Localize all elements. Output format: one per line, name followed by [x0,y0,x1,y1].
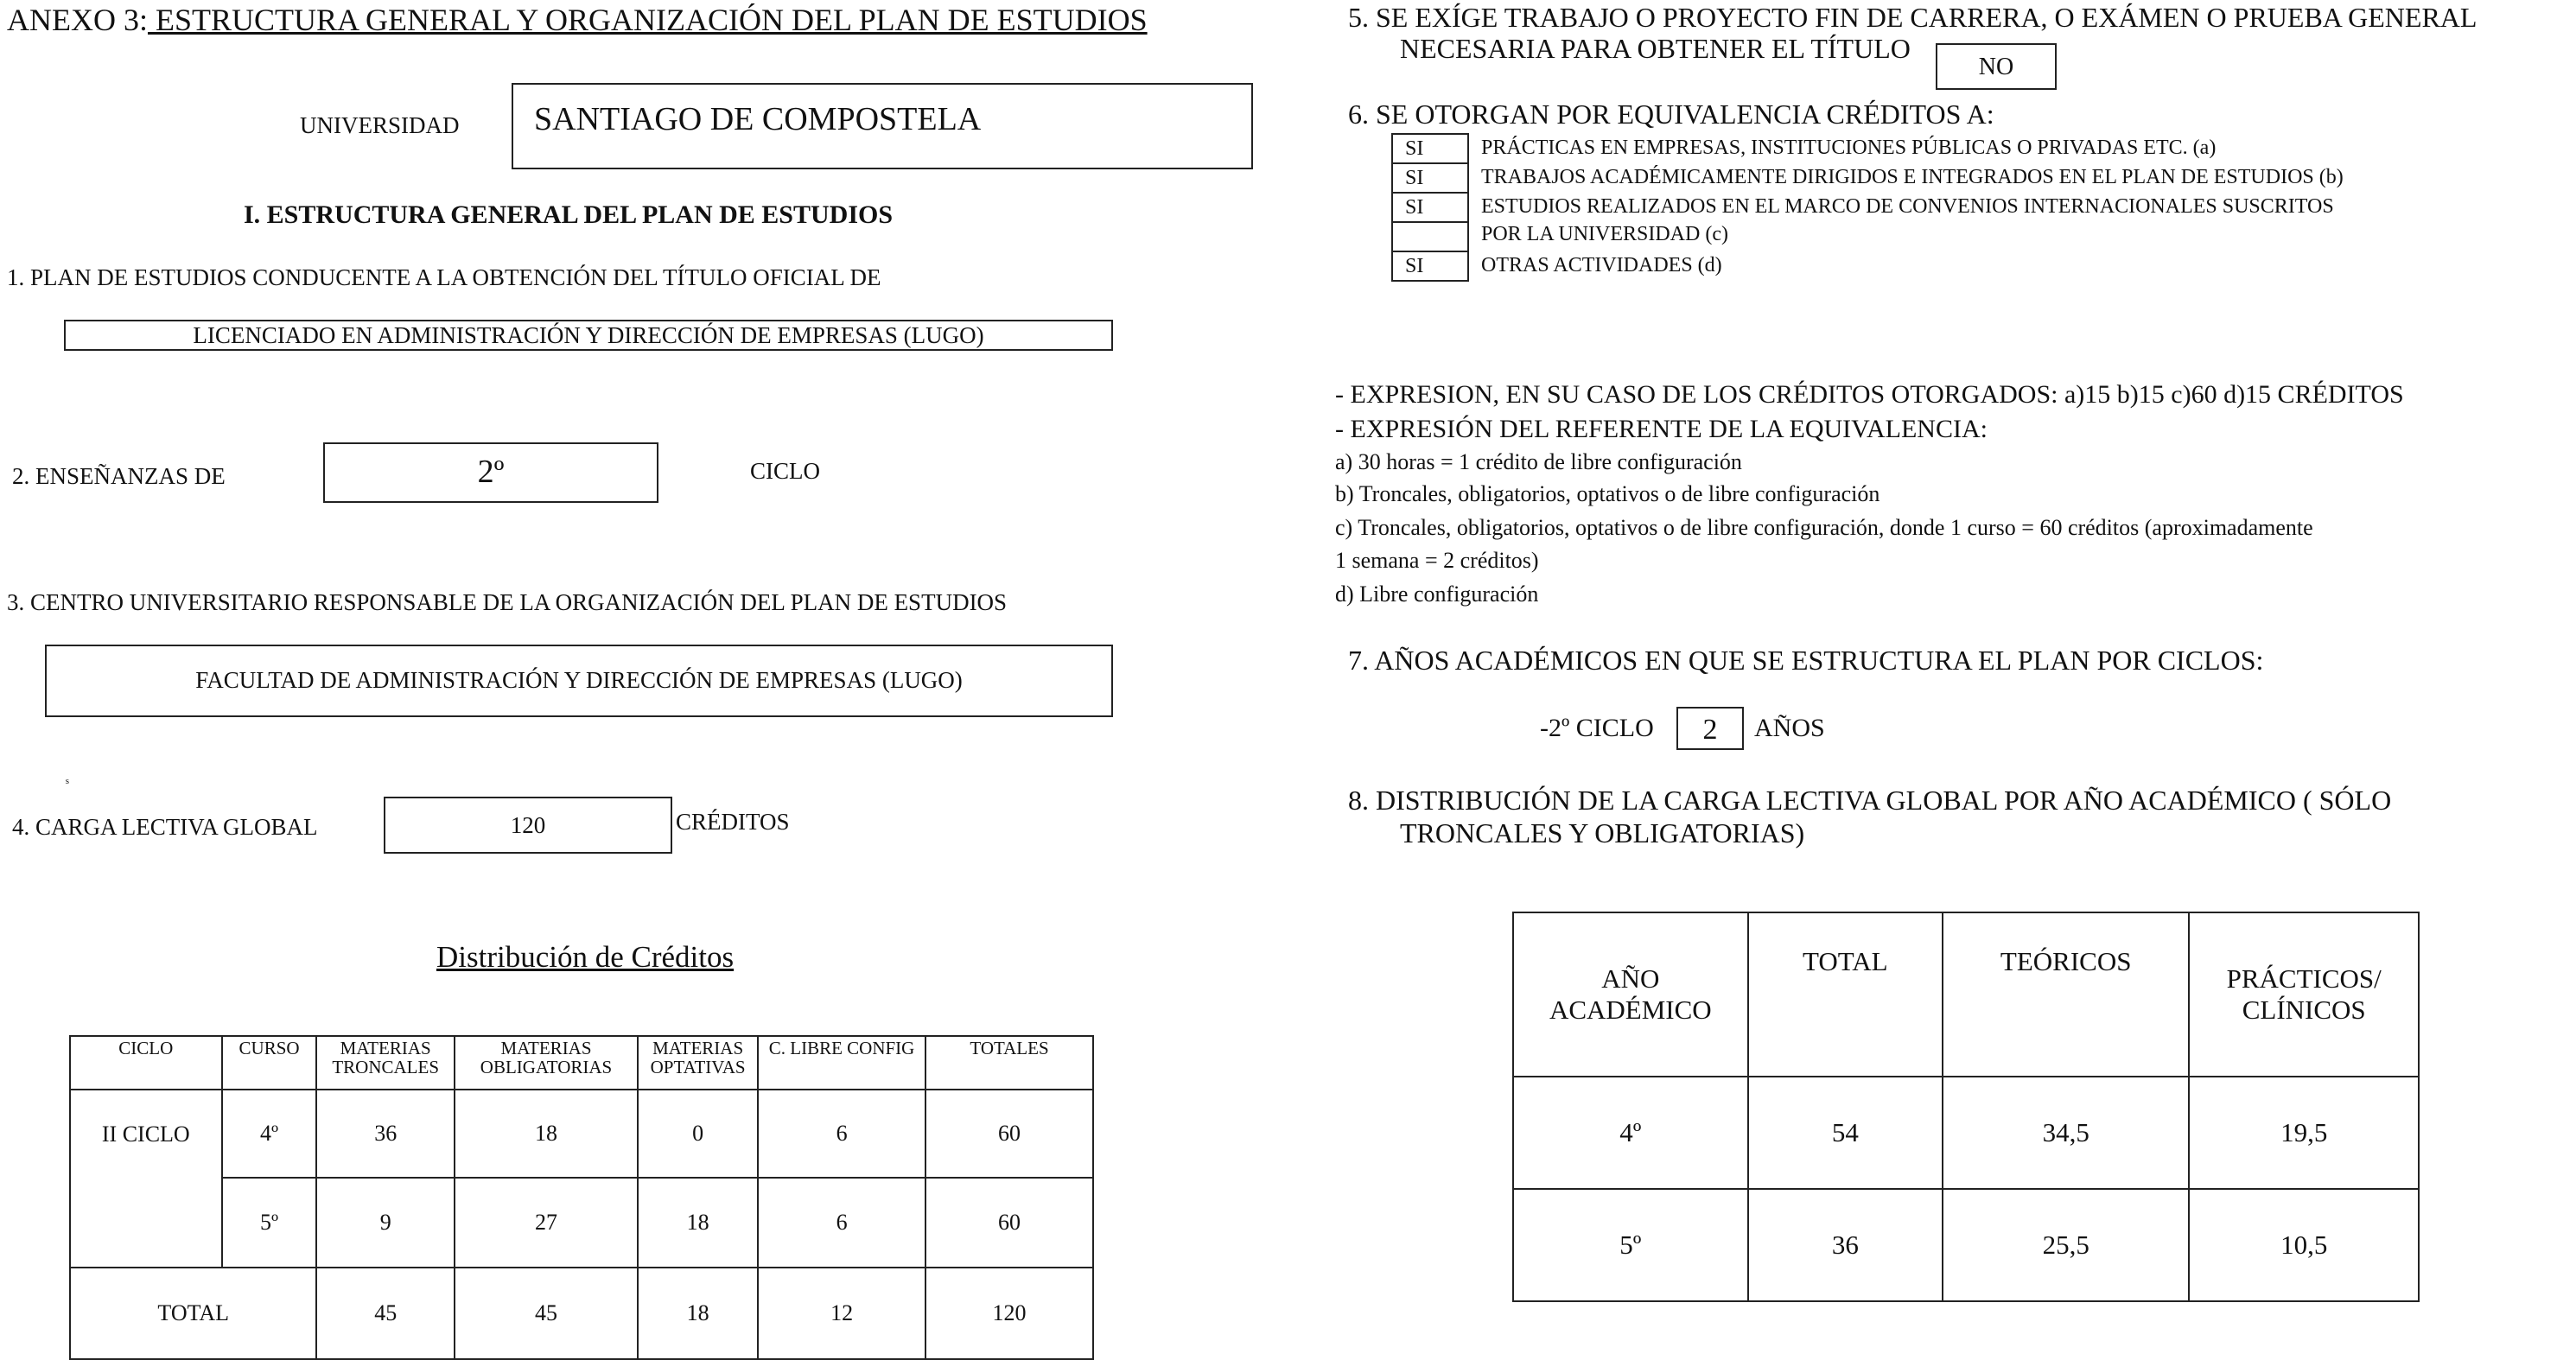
table-cell: 0 [638,1090,758,1178]
trabajo-fin-value: NO [1978,54,2014,80]
table-cell: 36 [316,1090,454,1178]
table-cell: 45 [316,1268,454,1359]
header-cell: C. LIBRE CONFIG [758,1036,925,1090]
si-text: ESTUDIOS REALIZADOS EN EL MARCO DE CONVENIOS INTERNACIONALES SUSCRITOS [1481,195,2334,218]
si-box: SI [1391,251,1469,282]
table-cell: 4º [1513,1077,1748,1189]
header-cell: MATERIAS OBLIGATORIAS [455,1036,638,1090]
universidad-field [512,83,1253,169]
header-cell [1943,912,2189,1077]
referente-d: d) Libre configuración [1335,581,1539,607]
table-row [1513,1189,2419,1301]
si-text: TRABAJOS ACADÉMICAMENTE DIRIGIDOS E INTEGRADOS EN EL PLAN DE ESTUDIOS (b) [1481,166,2344,188]
table-header-row [70,1036,1093,1090]
table-cell: 25,5 [1943,1189,2189,1301]
table-cell: 27 [455,1178,638,1268]
header-cell: MATERIAS OPTATIVAS [638,1036,758,1090]
table-cell: 6 [758,1178,925,1268]
universidad-label: UNIVERSIDAD [300,112,460,138]
item4-label: 4. CARGA LECTIVA GLOBAL [12,814,318,840]
si-box: SI [1391,162,1469,194]
annex-label: ANEXO 3: [7,3,148,37]
expresion-line1: - EXPRESION, EN SU CASO DE LOS CRÉDITOS OTORGADOS: a)15 b)15 c)60 d)15 CRÉDITOS [1335,380,2404,409]
table-cell: 54 [1748,1077,1943,1189]
distribucion-table [69,1035,1094,1360]
annex-title: ESTRUCTURA GENERAL Y ORGANIZACIÓN DEL PLAN DE ESTUDIOS [147,3,1148,37]
header-line: AÑO [1601,963,1660,994]
item2-suffix: CICLO [750,458,820,484]
anios-field [1676,707,1744,750]
table-cell: 19,5 [2189,1077,2419,1189]
si-text-continuation: POR LA UNIVERSIDAD (c) [1481,223,1728,245]
header-line: PRÁCTICOS/ [2226,963,2382,994]
header-line: TEÓRICOS [2000,946,2132,976]
referente-c2: 1 semana = 2 créditos) [1335,548,1539,573]
header-cell: TOTALES [925,1036,1093,1090]
centro-field [45,645,1113,717]
header-line: ACADÉMICO [1549,995,1712,1025]
si-box-connector [1391,221,1393,251]
item8-line2: TRONCALES Y OBLIGATORIAS) [1400,817,1805,848]
trabajo-fin-field [1936,43,2057,90]
item7-suffix: AÑOS [1754,714,1825,742]
table-cell: 45 [455,1268,638,1359]
carga-value: 120 [510,812,546,838]
referente-c: c) Troncales, obligatorios, optativos o de libre configuración, donde 1 curso = 60 créditos (aproximadamente [1335,515,2313,540]
anios-value: 2 [1702,714,1718,746]
scan-speck: ˢ [66,774,69,791]
ciclo-cell [70,1090,222,1268]
table-row [70,1178,1093,1268]
item1-label: 1. PLAN DE ESTUDIOS CONDUCENTE A LA OBTENCIÓN DEL TÍTULO OFICIAL DE [7,264,881,290]
table-cell: 5º [1513,1189,1748,1301]
table-total-row [70,1268,1093,1359]
referente-a: a) 30 horas = 1 crédito de libre configuración [1335,449,1742,474]
distribucion-title: Distribución de Créditos [436,940,735,974]
table-cell: 60 [925,1090,1093,1178]
item2-label: 2. ENSEÑANZAS DE [12,463,226,489]
item6-title: 6. SE OTORGAN POR EQUIVALENCIA CRÉDITOS A: [1348,99,1994,130]
header-line: TOTAL [1803,946,1888,976]
si-box: SI [1391,133,1469,164]
si-box: SI [1391,192,1469,223]
table-cell: 6 [758,1090,925,1178]
section-title: I. ESTRUCTURA GENERAL DEL PLAN DE ESTUDIOS [244,200,894,229]
centro-value: FACULTAD DE ADMINISTRACIÓN Y DIRECCIÓN DE EMPRESAS (LUGO) [195,667,963,693]
table-cell: 34,5 [1943,1077,2189,1189]
header-line: CLÍNICOS [2242,995,2366,1025]
annex-heading [7,2,1148,38]
item8-line1: 8. DISTRIBUCIÓN DE LA CARGA LECTIVA GLOBAL POR AÑO ACADÉMICO ( SÓLO [1348,785,2392,816]
si-box-connector [1467,221,1469,251]
carga-field [384,797,672,854]
item5-line2: NECESARIA PARA OBTENER EL TÍTULO [1400,33,1911,64]
universidad-value: SANTIAGO DE COMPOSTELA [534,101,982,137]
table-header-row [1513,912,2419,1077]
table-cell: 4º [222,1090,317,1178]
table-cell: 120 [925,1268,1093,1359]
table-cell: 10,5 [2189,1189,2419,1301]
header-cell [1513,912,1748,1077]
table-cell: 18 [638,1178,758,1268]
item7-ciclo-label: -2º CICLO [1540,714,1654,742]
item5-line1: 5. SE EXÍGE TRABAJO O PROYECTO FIN DE CARRERA, O EXÁMEN O PRUEBA GENERAL [1348,2,2477,33]
header-cell: MATERIAS TRONCALES [316,1036,454,1090]
total-label-cell: TOTAL [70,1268,316,1359]
si-text: PRÁCTICAS EN EMPRESAS, INSTITUCIONES PÚBLICAS O PRIVADAS ETC. (a) [1481,137,2217,159]
table-row [1513,1077,2419,1189]
header-cell [1748,912,1943,1077]
table-cell: 18 [638,1268,758,1359]
item3-label: 3. CENTRO UNIVERSITARIO RESPONSABLE DE LA ORGANIZACIÓN DEL PLAN DE ESTUDIOS [7,589,1008,615]
titulo-value: LICENCIADO EN ADMINISTRACIÓN Y DIRECCIÓN DE EMPRESAS (LUGO) [193,322,984,348]
carga-table [1512,912,2420,1302]
titulo-field [64,320,1113,351]
ciclo-value: 2º [477,454,505,490]
referente-b: b) Troncales, obligatorios, optativos o de libre configuración [1335,481,1880,506]
ciclo-field [323,442,658,503]
si-text: OTRAS ACTIVIDADES (d) [1481,254,1722,276]
table-cell: 5º [222,1178,317,1268]
table-cell: 60 [925,1178,1093,1268]
header-cell [2189,912,2419,1077]
item7-title: 7. AÑOS ACADÉMICOS EN QUE SE ESTRUCTURA EL PLAN POR CICLOS: [1348,645,2264,676]
table-row [70,1090,1093,1178]
item4-suffix: CRÉDITOS [676,809,790,835]
table-cell: 12 [758,1268,925,1359]
header-cell: CURSO [222,1036,317,1090]
table-cell: 9 [316,1178,454,1268]
ciclo-cell-label: II CICLO [101,1122,190,1147]
table-cell: 36 [1748,1189,1943,1301]
expresion-line2: - EXPRESIÓN DEL REFERENTE DE LA EQUIVALENCIA: [1335,415,1988,443]
table-cell: 18 [455,1090,638,1178]
header-cell: CICLO [70,1036,222,1090]
